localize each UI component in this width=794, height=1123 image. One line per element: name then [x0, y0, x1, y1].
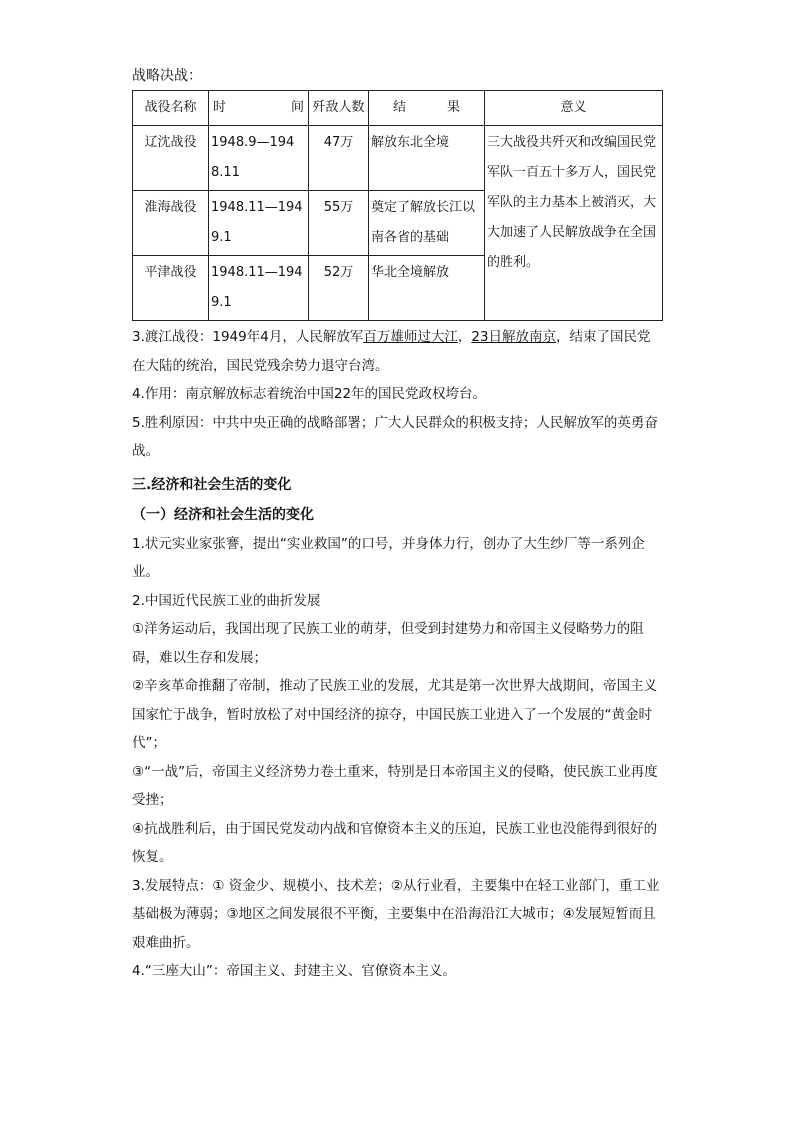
subsection-1-title: （一）经济和社会生活的变化 [132, 506, 314, 523]
battles-intro: 战略决战： [132, 68, 202, 84]
document-page [132, 64, 662, 986]
row-name: 淮海战役 [133, 191, 209, 256]
header-count: 歼敌人数 [309, 91, 369, 126]
row-name: 平津战役 [133, 256, 209, 321]
underlined-phrase: 百万雄师过大江 [363, 329, 458, 345]
row-count: 52万 [309, 256, 369, 321]
item-4-effect: 4.作用：南京解放标志着统治中国22年的国民党政权垮台。 [132, 386, 487, 402]
row-name: 辽沈战役 [133, 126, 209, 191]
econ-item-4: 4.“三座大山”：帝国主义、封建主义、官僚资本主义。 [132, 963, 456, 979]
item-5-reasons: 5.胜利原因：中共中央正确的战略部署；广大人民群众的积极支持；人民解放军的英勇奋战。 [132, 414, 658, 459]
header-name: 战役名称 [133, 91, 209, 126]
header-result-right: 果 [446, 100, 460, 115]
row-time: 1948.11—1949.1 [209, 191, 309, 256]
econ-item-3: 3.发展特点：① 资金少、规模小、技术差；②从行业看，主要集中在轻工业部门，重工业基础极为薄弱；③地区之间发展很不平衡，主要集中在沿海沿江大城市；④发展短暂而且艰难曲折。 [132, 877, 660, 951]
header-time [209, 91, 309, 126]
header-result [369, 91, 485, 126]
row-result: 华北全境解放 [369, 256, 485, 321]
econ-item-2-4: ④抗战胜利后，由于国民党发动内战和官僚资本主义的压迫，民族工业也没能得到很好的恢复。 [132, 820, 658, 865]
row-time: 1948.11—1949.1 [209, 256, 309, 321]
row-result: 解放东北全境 [369, 126, 485, 191]
header-time-right: 间 [290, 100, 304, 115]
underlined-phrase: 23日解放南京 [471, 329, 557, 345]
econ-item-2: 2.中国近代民族工业的曲折发展 [132, 592, 321, 609]
row-count: 47万 [309, 126, 369, 191]
table-header-row [133, 91, 663, 126]
significance-cell: 三大战役共歼灭和改编国民党军队一百五十多万人，国民党军队的主力基本上被消灭，大大加速了人民解放战争在全国的胜利。 [485, 126, 663, 321]
econ-item-2-2: ②辛亥革命推翻了帝制，推动了民族工业的发展，尤其是第一次世界大战期间，帝国主义国家忙于战争，暂时放松了对中国经济的掠夺，中国民族工业进入了一个发展的“黄金时代”； [132, 678, 658, 751]
header-result-left: 结 [393, 100, 407, 115]
econ-item-2-1: ①洋务运动后，我国出现了民族工业的萌芽，但受到封建势力和帝国主义侵略势力的阻碍，难以生存和发展； [132, 621, 644, 666]
header-significance: 意义 [485, 91, 663, 126]
row-result: 奠定了解放长江以南各省的基础 [369, 191, 485, 256]
battles-table [132, 90, 663, 321]
row-count: 55万 [309, 191, 369, 256]
section-3-title: 三.经济和社会生活的变化 [132, 476, 292, 493]
header-time-left: 时 [213, 100, 227, 115]
item-3-crossing-river: 3.渡江战役：1949年4月，人民解放军百万雄师过大江，23日解放南京，结束了国民党在大陆的统治，国民党残余势力退守台湾。 [132, 329, 651, 374]
econ-item-2-3: ③“一战”后，帝国主义经济势力卷土重来，特别是日本帝国主义的侵略，使民族工业再度受挫； [132, 763, 658, 808]
table-row [133, 126, 663, 191]
row-time: 1948.9—1948.11 [209, 126, 309, 191]
econ-item-1: 1.状元实业家张謇，提出“实业救国”的口号，并身体力行，创办了大生纱厂等一系列企业。 [132, 535, 645, 580]
